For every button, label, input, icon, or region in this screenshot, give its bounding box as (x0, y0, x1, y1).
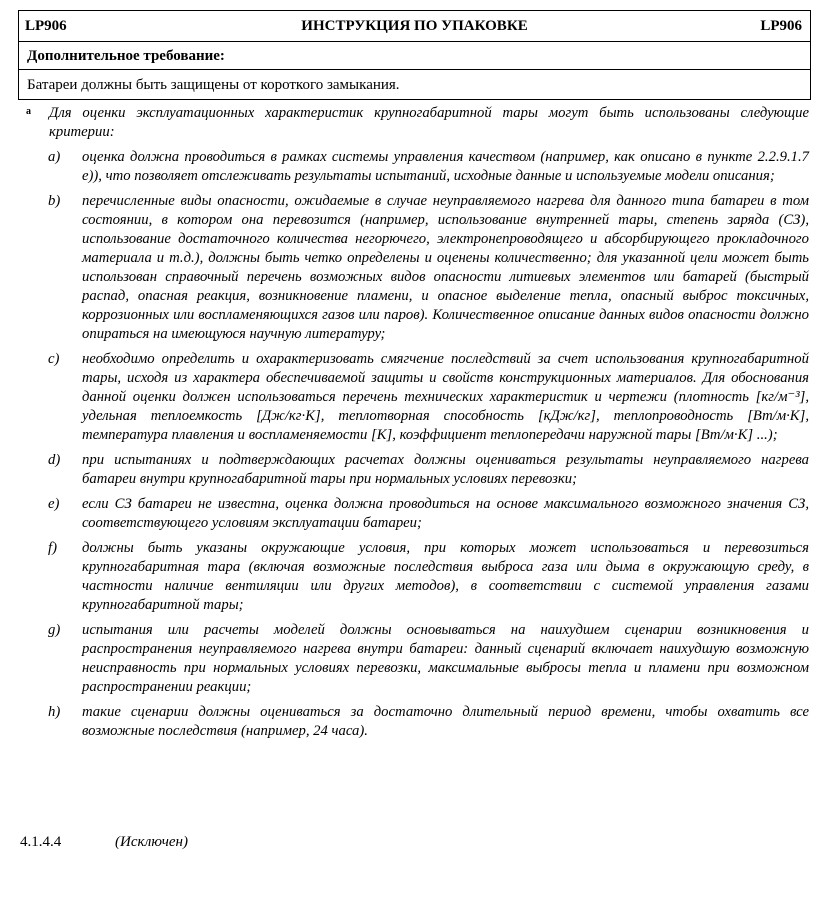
header-row (19, 11, 810, 42)
item-text: такие сценарии должны оцениваться за достаточно длительный период времени, чтобы охватить все возможные последствия (например, 24 часа). (82, 704, 809, 739)
item-text: при испытаниях и подтверждающих расчетах должны оцениваться результаты неуправляемого нагрева батареи внутри крупногабаритной тары при нормальных условиях перевозки; (82, 452, 809, 487)
item-text: необходимо определить и охарактеризовать смягчение последствий за счет использования крупногабаритной тары, исходя из характера обеспечиваемой защиты и свойств конструкционных материалов. Для обоснования данной оценки должен использоваться перечень технических характеристик и чертежи (плотность [кг/м⁻³], удельная теплоемкость [Дж/кг·K], теплотворная способность [кДж/кг], теплопроводность [Вт/м·K], температура плавления и воспламеняемости [K], коэффициент теплопередачи наружной тары [Вт/м·K] ...); (82, 351, 809, 443)
requirement-text: Батареи должны быть защищены от короткого замыкания. (27, 77, 400, 93)
list-item (18, 621, 809, 697)
section-number: 4.1.4.4 (20, 834, 62, 850)
item-label: f) (48, 540, 57, 556)
item-label: h) (48, 704, 61, 720)
footnote-marker: a (26, 106, 31, 117)
item-label: g) (48, 622, 61, 638)
footnote-intro: Для оценки эксплуатационных характеристик крупногабаритной тары могут быть использованы следующие критерии: (49, 105, 809, 140)
code-left: LP906 (25, 17, 67, 34)
list-item (18, 148, 809, 186)
section-4-1-4-4 (20, 834, 188, 851)
page-title: ИНСТРУКЦИЯ ПО УПАКОВКЕ (301, 18, 528, 34)
item-label: d) (48, 452, 61, 468)
item-text: испытания или расчеты моделей должны основываться на наихудшем сценарии возникновения и распространения неуправляемого нагрева внутри батареи: данный сценарий включает наихудшую возможную неисправность при нормальных условиях перевозки, максимальные выбросы тепла и пламени при возможном распространении реакции; (82, 622, 809, 695)
item-label: a) (48, 149, 61, 165)
section-text: (Исключен) (115, 834, 188, 850)
list-item (18, 192, 809, 344)
code-right: LP906 (760, 17, 802, 34)
criteria-list (18, 148, 809, 741)
list-item (18, 451, 809, 489)
list-item (18, 539, 809, 615)
item-text: перечисленные виды опасности, ожидаемые в случае неуправляемого нагрева для данного типа батареи в том состоянии, в котором она перевозится (например, использование внутренней тары, степень заряда (СЗ), использование достаточного количества негорючего, электронепроводящего и абсорбирующего прокладочного материала и т.д.), должны быть четко определены и оценены количественно; для указанной цели может быть использован справочный перечень возможных видов опасности литиевых элементов или батарей (быстрый распад, опасная реакция, возникновение пламени, и опасное выделение тепла, опасный выброс токсичных, коррозионных или воспламеняющихся газов или паров). Количественное описание данных видов опасности должно опираться на имеющуюся научную литературу; (82, 193, 809, 342)
requirement-heading: Дополнительное требование: (19, 42, 810, 70)
footnote-intro-block (18, 104, 809, 142)
list-item (18, 495, 809, 533)
packing-instruction-table (18, 10, 811, 100)
item-label: c) (48, 351, 60, 367)
item-text: оценка должна проводиться в рамках системы управления качеством (например, как описано в пункте 2.2.9.1.7 е)), что позволяет отслеживать результаты испытаний, исходные данные и используемые модели описания; (82, 149, 809, 184)
list-item (18, 703, 809, 741)
item-text: если СЗ батареи не известна, оценка должна проводиться на основе максимального возможного значения СЗ, соответствующего условиям эксплуатации батареи; (82, 496, 809, 531)
list-item (18, 350, 809, 445)
footnote (18, 104, 809, 747)
item-label: e) (48, 496, 60, 512)
item-text: должны быть указаны окружающие условия, при которых может использоваться и перевозиться крупногабаритная тара (включая возможные последствия выброса газа или дыма в окружающую среду, в частности наличие вентиляции или других методов), в соответствии с системой управления газами крупногабаритной тары; (82, 540, 809, 613)
item-label: b) (48, 193, 61, 209)
